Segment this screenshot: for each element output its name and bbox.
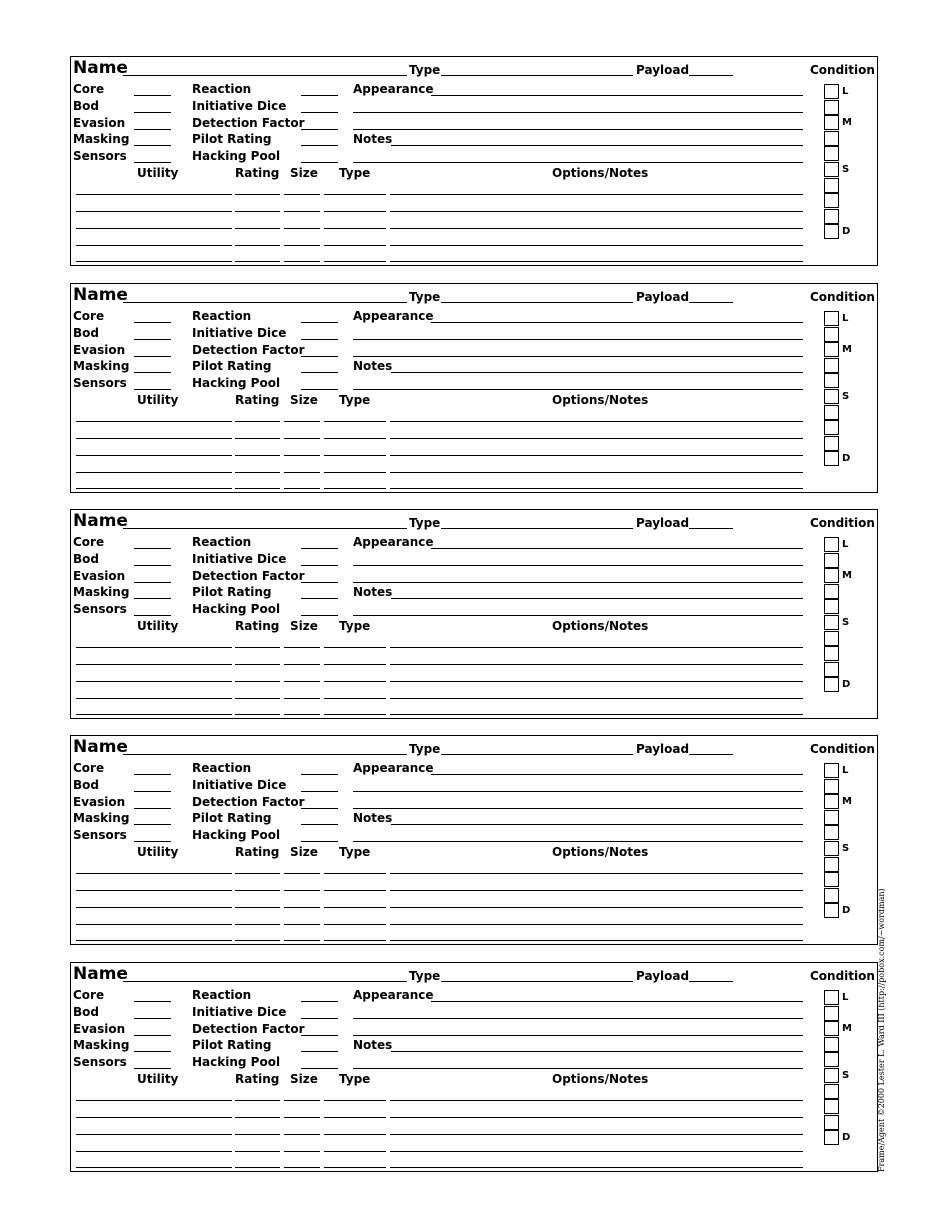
appearance-label: Appearance bbox=[353, 988, 434, 1002]
hacking-pool-field[interactable] bbox=[301, 162, 338, 163]
sensors-label: Sensors bbox=[73, 149, 127, 163]
core-field[interactable] bbox=[134, 322, 171, 323]
hacking-pool-label: Hacking Pool bbox=[192, 828, 281, 842]
type-label: Type bbox=[409, 290, 441, 304]
condition-mark-s: S bbox=[842, 391, 850, 402]
core-label: Core bbox=[73, 535, 105, 549]
bod-label: Bod bbox=[73, 99, 99, 113]
core-label: Core bbox=[73, 988, 105, 1002]
condition-box[interactable] bbox=[824, 193, 839, 208]
payload-field[interactable] bbox=[689, 754, 733, 755]
condition-box[interactable] bbox=[824, 903, 839, 918]
evasion-field[interactable] bbox=[134, 356, 171, 357]
condition-box[interactable] bbox=[824, 420, 839, 435]
bod-label: Bod bbox=[73, 326, 99, 340]
masking-field[interactable] bbox=[134, 1051, 171, 1052]
appearance-label: Appearance bbox=[353, 535, 434, 549]
condition-box[interactable] bbox=[824, 615, 839, 630]
notes-label: Notes bbox=[353, 359, 393, 373]
condition-box[interactable] bbox=[824, 1084, 839, 1099]
utility-header: Utility bbox=[137, 166, 179, 180]
condition-mark-m: M bbox=[842, 1023, 852, 1034]
core-label: Core bbox=[73, 82, 105, 96]
condition-box[interactable] bbox=[824, 342, 839, 357]
condition-label: Condition bbox=[810, 63, 875, 77]
notes-field[interactable] bbox=[353, 841, 803, 842]
condition-box[interactable] bbox=[824, 553, 839, 568]
appearance-field[interactable] bbox=[431, 322, 803, 323]
name-label: Name bbox=[73, 285, 128, 305]
reaction-field[interactable] bbox=[301, 774, 338, 775]
initiative-dice-label: Initiative Dice bbox=[192, 326, 287, 340]
condition-box[interactable] bbox=[824, 84, 839, 99]
type-label: Type bbox=[409, 742, 441, 756]
core-label: Core bbox=[73, 761, 105, 775]
appearance-field[interactable] bbox=[353, 791, 803, 792]
name-label: Name bbox=[73, 737, 128, 757]
masking-label: Masking bbox=[73, 359, 130, 373]
condition-label: Condition bbox=[810, 742, 875, 756]
name-label: Name bbox=[73, 964, 128, 984]
reaction-field[interactable] bbox=[301, 1001, 338, 1002]
initiative-dice-label: Initiative Dice bbox=[192, 99, 287, 113]
type-field[interactable] bbox=[441, 754, 633, 755]
type-header: Type bbox=[339, 1072, 371, 1086]
condition-box[interactable] bbox=[824, 888, 839, 903]
name-label: Name bbox=[73, 511, 128, 531]
appearance-label: Appearance bbox=[353, 761, 434, 775]
condition-box[interactable] bbox=[824, 779, 839, 794]
masking-field[interactable] bbox=[134, 145, 171, 146]
notes-field[interactable] bbox=[353, 389, 803, 390]
evasion-label: Evasion bbox=[73, 116, 126, 130]
detection-factor-label: Detection Factor bbox=[192, 569, 305, 583]
sensors-field[interactable] bbox=[134, 615, 171, 616]
name-field[interactable] bbox=[123, 302, 407, 303]
initiative-dice-label: Initiative Dice bbox=[192, 778, 287, 792]
condition-label: Condition bbox=[810, 969, 875, 983]
condition-box[interactable] bbox=[824, 763, 839, 778]
condition-box[interactable] bbox=[824, 794, 839, 809]
condition-box[interactable] bbox=[824, 115, 839, 130]
sensors-field[interactable] bbox=[134, 162, 171, 163]
masking-label: Masking bbox=[73, 1038, 130, 1052]
size-header: Size bbox=[290, 1072, 318, 1086]
bod-label: Bod bbox=[73, 778, 99, 792]
appearance-field[interactable] bbox=[353, 582, 803, 583]
pilot-rating-label: Pilot Rating bbox=[192, 811, 272, 825]
rating-header: Rating bbox=[235, 166, 280, 180]
condition-box[interactable] bbox=[824, 436, 839, 451]
detection-factor-field[interactable] bbox=[301, 356, 338, 357]
condition-box[interactable] bbox=[824, 373, 839, 388]
notes-field[interactable] bbox=[391, 598, 803, 599]
appearance-field[interactable] bbox=[353, 339, 803, 340]
evasion-field[interactable] bbox=[134, 582, 171, 583]
condition-box[interactable] bbox=[824, 631, 839, 646]
condition-mark-s: S bbox=[842, 843, 850, 854]
sensors-label: Sensors bbox=[73, 602, 127, 616]
masking-label: Masking bbox=[73, 132, 130, 146]
rating-header: Rating bbox=[235, 393, 280, 407]
reaction-label: Reaction bbox=[192, 82, 252, 96]
sensors-label: Sensors bbox=[73, 1055, 127, 1069]
size-header: Size bbox=[290, 393, 318, 407]
frame-card bbox=[70, 735, 878, 945]
appearance-field[interactable] bbox=[353, 565, 803, 566]
condition-label: Condition bbox=[810, 290, 875, 304]
bod-field[interactable] bbox=[134, 339, 171, 340]
reaction-label: Reaction bbox=[192, 988, 252, 1002]
core-field[interactable] bbox=[134, 1001, 171, 1002]
condition-box[interactable] bbox=[824, 311, 839, 326]
detection-factor-field[interactable] bbox=[301, 582, 338, 583]
notes-field[interactable] bbox=[353, 615, 803, 616]
type-label: Type bbox=[409, 63, 441, 77]
condition-label: Condition bbox=[810, 516, 875, 530]
condition-box[interactable] bbox=[824, 599, 839, 614]
bod-label: Bod bbox=[73, 552, 99, 566]
condition-mark-m: M bbox=[842, 344, 852, 355]
notes-field[interactable] bbox=[391, 824, 803, 825]
hacking-pool-field[interactable] bbox=[301, 841, 338, 842]
condition-box[interactable] bbox=[824, 1115, 839, 1130]
name-field[interactable] bbox=[123, 981, 407, 982]
condition-box[interactable] bbox=[824, 646, 839, 661]
payload-label: Payload bbox=[636, 290, 690, 304]
condition-box[interactable] bbox=[824, 100, 839, 115]
pilot-rating-field[interactable] bbox=[301, 824, 338, 825]
masking-label: Masking bbox=[73, 811, 130, 825]
condition-box[interactable] bbox=[824, 1006, 839, 1021]
condition-box[interactable] bbox=[824, 1052, 839, 1067]
condition-box[interactable] bbox=[824, 451, 839, 466]
condition-box[interactable] bbox=[824, 857, 839, 872]
payload-field[interactable] bbox=[689, 302, 733, 303]
options-notes-header: Options/Notes bbox=[552, 619, 649, 633]
appearance-label: Appearance bbox=[353, 82, 434, 96]
appearance-label: Appearance bbox=[353, 309, 434, 323]
initiative-dice-label: Initiative Dice bbox=[192, 552, 287, 566]
frame-card bbox=[70, 962, 878, 1172]
initiative-dice-label: Initiative Dice bbox=[192, 1005, 287, 1019]
appearance-field[interactable] bbox=[431, 95, 803, 96]
appearance-field[interactable] bbox=[431, 774, 803, 775]
detection-factor-field[interactable] bbox=[301, 1035, 338, 1036]
appearance-field[interactable] bbox=[353, 1035, 803, 1036]
notes-field[interactable] bbox=[353, 1068, 803, 1069]
notes-label: Notes bbox=[353, 1038, 393, 1052]
condition-box[interactable] bbox=[824, 1099, 839, 1114]
hacking-pool-field[interactable] bbox=[301, 615, 338, 616]
type-field[interactable] bbox=[441, 75, 633, 76]
sensors-field[interactable] bbox=[134, 841, 171, 842]
payload-label: Payload bbox=[636, 516, 690, 530]
hacking-pool-label: Hacking Pool bbox=[192, 376, 281, 390]
condition-box[interactable] bbox=[824, 872, 839, 887]
condition-box[interactable] bbox=[824, 389, 839, 404]
bod-field[interactable] bbox=[134, 1018, 171, 1019]
condition-box[interactable] bbox=[824, 568, 839, 583]
type-field[interactable] bbox=[441, 528, 633, 529]
appearance-field[interactable] bbox=[353, 808, 803, 809]
type-header: Type bbox=[339, 845, 371, 859]
utility-header: Utility bbox=[137, 845, 179, 859]
name-field[interactable] bbox=[123, 528, 407, 529]
evasion-field[interactable] bbox=[134, 808, 171, 809]
type-header: Type bbox=[339, 166, 371, 180]
condition-box[interactable] bbox=[824, 677, 839, 692]
condition-box[interactable] bbox=[824, 662, 839, 677]
condition-mark-s: S bbox=[842, 1070, 850, 1081]
condition-box[interactable] bbox=[824, 990, 839, 1005]
pilot-rating-field[interactable] bbox=[301, 1051, 338, 1052]
pilot-rating-label: Pilot Rating bbox=[192, 359, 272, 373]
detection-factor-label: Detection Factor bbox=[192, 343, 305, 357]
rating-header: Rating bbox=[235, 845, 280, 859]
condition-box[interactable] bbox=[824, 1021, 839, 1036]
options-notes-header: Options/Notes bbox=[552, 1072, 649, 1086]
type-label: Type bbox=[409, 516, 441, 530]
appearance-field[interactable] bbox=[353, 129, 803, 130]
payload-label: Payload bbox=[636, 63, 690, 77]
condition-mark-m: M bbox=[842, 570, 852, 581]
utility-header: Utility bbox=[137, 619, 179, 633]
type-field[interactable] bbox=[441, 981, 633, 982]
condition-box[interactable] bbox=[824, 584, 839, 599]
condition-box[interactable] bbox=[824, 1037, 839, 1052]
condition-mark-d: D bbox=[842, 453, 851, 464]
notes-label: Notes bbox=[353, 132, 393, 146]
condition-box[interactable] bbox=[824, 810, 839, 825]
condition-mark-d: D bbox=[842, 1132, 851, 1143]
core-label: Core bbox=[73, 309, 105, 323]
condition-mark-l: L bbox=[842, 765, 849, 776]
payload-field[interactable] bbox=[689, 981, 733, 982]
payload-field[interactable] bbox=[689, 75, 733, 76]
frame-card bbox=[70, 283, 878, 493]
reaction-field[interactable] bbox=[301, 95, 338, 96]
condition-mark-m: M bbox=[842, 117, 852, 128]
rating-header: Rating bbox=[235, 1072, 280, 1086]
type-header: Type bbox=[339, 619, 371, 633]
condition-mark-d: D bbox=[842, 679, 851, 690]
condition-box[interactable] bbox=[824, 131, 839, 146]
type-header: Type bbox=[339, 393, 371, 407]
condition-box[interactable] bbox=[824, 224, 839, 239]
payload-label: Payload bbox=[636, 742, 690, 756]
type-label: Type bbox=[409, 969, 441, 983]
condition-mark-s: S bbox=[842, 617, 850, 628]
appearance-field[interactable] bbox=[431, 1001, 803, 1002]
evasion-label: Evasion bbox=[73, 343, 126, 357]
type-field[interactable] bbox=[441, 302, 633, 303]
detection-factor-label: Detection Factor bbox=[192, 1022, 305, 1036]
hacking-pool-label: Hacking Pool bbox=[192, 1055, 281, 1069]
condition-mark-l: L bbox=[842, 313, 849, 324]
condition-mark-l: L bbox=[842, 539, 849, 550]
condition-box[interactable] bbox=[824, 327, 839, 342]
condition-box[interactable] bbox=[824, 825, 839, 840]
evasion-label: Evasion bbox=[73, 569, 126, 583]
evasion-label: Evasion bbox=[73, 1022, 126, 1036]
condition-mark-s: S bbox=[842, 164, 850, 175]
name-field[interactable] bbox=[123, 754, 407, 755]
core-field[interactable] bbox=[134, 95, 171, 96]
initiative-dice-field[interactable] bbox=[301, 339, 338, 340]
condition-box[interactable] bbox=[824, 1130, 839, 1145]
detection-factor-label: Detection Factor bbox=[192, 116, 305, 130]
sensors-label: Sensors bbox=[73, 828, 127, 842]
appearance-field[interactable] bbox=[353, 356, 803, 357]
initiative-dice-field[interactable] bbox=[301, 1018, 338, 1019]
sensors-field[interactable] bbox=[134, 389, 171, 390]
initiative-dice-field[interactable] bbox=[301, 565, 338, 566]
condition-box[interactable] bbox=[824, 178, 839, 193]
condition-mark-d: D bbox=[842, 226, 851, 237]
pilot-rating-field[interactable] bbox=[301, 598, 338, 599]
notes-field[interactable] bbox=[391, 145, 803, 146]
notes-field[interactable] bbox=[353, 162, 803, 163]
copyright-footer: Frame/Agent ©2000 Lester L. Ward III (http://pobox.com/~wordman) bbox=[877, 888, 886, 1172]
condition-mark-m: M bbox=[842, 796, 852, 807]
bod-field[interactable] bbox=[134, 565, 171, 566]
name-label: Name bbox=[73, 58, 128, 78]
masking-field[interactable] bbox=[134, 372, 171, 373]
masking-label: Masking bbox=[73, 585, 130, 599]
pilot-rating-label: Pilot Rating bbox=[192, 585, 272, 599]
pilot-rating-label: Pilot Rating bbox=[192, 132, 272, 146]
pilot-rating-field[interactable] bbox=[301, 145, 338, 146]
masking-field[interactable] bbox=[134, 598, 171, 599]
size-header: Size bbox=[290, 166, 318, 180]
reaction-field[interactable] bbox=[301, 548, 338, 549]
notes-field[interactable] bbox=[391, 1051, 803, 1052]
condition-box[interactable] bbox=[824, 162, 839, 177]
core-field[interactable] bbox=[134, 548, 171, 549]
hacking-pool-label: Hacking Pool bbox=[192, 149, 281, 163]
notes-field[interactable] bbox=[391, 372, 803, 373]
name-field[interactable] bbox=[123, 75, 407, 76]
evasion-field[interactable] bbox=[134, 1035, 171, 1036]
initiative-dice-field[interactable] bbox=[301, 791, 338, 792]
condition-box[interactable] bbox=[824, 146, 839, 161]
condition-box[interactable] bbox=[824, 358, 839, 373]
reaction-label: Reaction bbox=[192, 309, 252, 323]
notes-label: Notes bbox=[353, 585, 393, 599]
condition-box[interactable] bbox=[824, 209, 839, 224]
condition-box[interactable] bbox=[824, 537, 839, 552]
appearance-field[interactable] bbox=[353, 1018, 803, 1019]
pilot-rating-label: Pilot Rating bbox=[192, 1038, 272, 1052]
utility-header: Utility bbox=[137, 393, 179, 407]
evasion-label: Evasion bbox=[73, 795, 126, 809]
condition-mark-l: L bbox=[842, 86, 849, 97]
evasion-field[interactable] bbox=[134, 129, 171, 130]
sensors-label: Sensors bbox=[73, 376, 127, 390]
reaction-label: Reaction bbox=[192, 535, 252, 549]
bod-field[interactable] bbox=[134, 791, 171, 792]
condition-mark-d: D bbox=[842, 905, 851, 916]
size-header: Size bbox=[290, 619, 318, 633]
bod-field[interactable] bbox=[134, 112, 171, 113]
detection-factor-label: Detection Factor bbox=[192, 795, 305, 809]
options-notes-header: Options/Notes bbox=[552, 393, 649, 407]
utility-header: Utility bbox=[137, 1072, 179, 1086]
frame-card bbox=[70, 509, 878, 719]
condition-mark-l: L bbox=[842, 992, 849, 1003]
options-notes-header: Options/Notes bbox=[552, 166, 649, 180]
size-header: Size bbox=[290, 845, 318, 859]
appearance-field[interactable] bbox=[353, 112, 803, 113]
detection-factor-field[interactable] bbox=[301, 129, 338, 130]
reaction-label: Reaction bbox=[192, 761, 252, 775]
payload-field[interactable] bbox=[689, 528, 733, 529]
condition-box[interactable] bbox=[824, 1068, 839, 1083]
frame-card bbox=[70, 56, 878, 266]
bod-label: Bod bbox=[73, 1005, 99, 1019]
sensors-field[interactable] bbox=[134, 1068, 171, 1069]
reaction-field[interactable] bbox=[301, 322, 338, 323]
payload-label: Payload bbox=[636, 969, 690, 983]
hacking-pool-field[interactable] bbox=[301, 389, 338, 390]
rating-header: Rating bbox=[235, 619, 280, 633]
condition-box[interactable] bbox=[824, 405, 839, 420]
masking-field[interactable] bbox=[134, 824, 171, 825]
initiative-dice-field[interactable] bbox=[301, 112, 338, 113]
core-field[interactable] bbox=[134, 774, 171, 775]
detection-factor-field[interactable] bbox=[301, 808, 338, 809]
hacking-pool-label: Hacking Pool bbox=[192, 602, 281, 616]
notes-label: Notes bbox=[353, 811, 393, 825]
pilot-rating-field[interactable] bbox=[301, 372, 338, 373]
condition-box[interactable] bbox=[824, 841, 839, 856]
hacking-pool-field[interactable] bbox=[301, 1068, 338, 1069]
appearance-field[interactable] bbox=[431, 548, 803, 549]
options-notes-header: Options/Notes bbox=[552, 845, 649, 859]
